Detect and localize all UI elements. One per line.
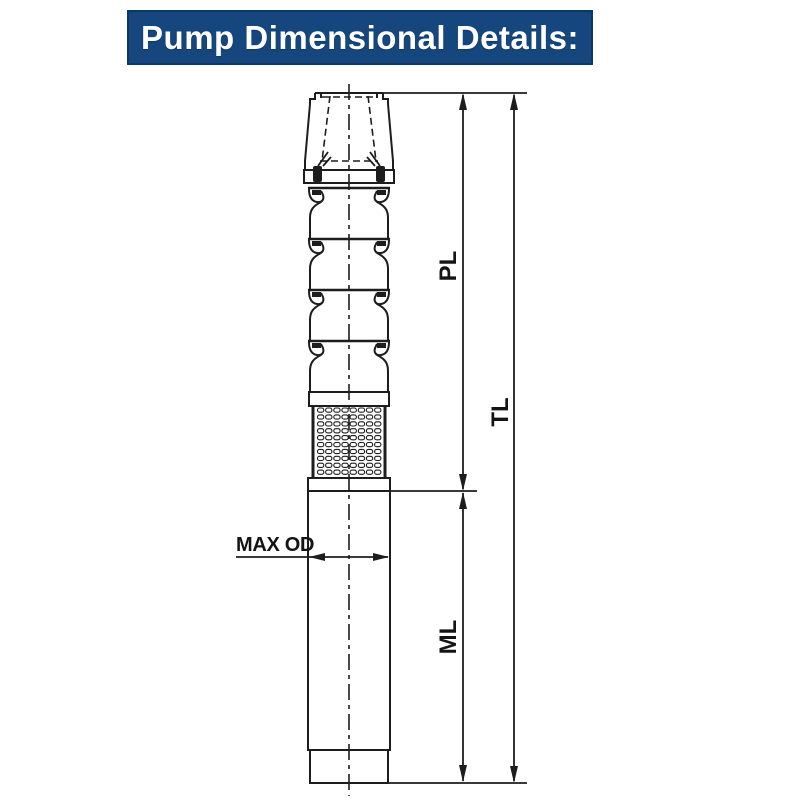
strainer-slot (342, 422, 348, 426)
strainer-slot (358, 422, 364, 426)
strainer-slot (358, 463, 364, 467)
strainer-slot (334, 470, 340, 474)
strainer-slot (375, 436, 381, 440)
strainer-slot (342, 408, 348, 412)
strainer-slot (342, 463, 348, 467)
strainer-slot (366, 429, 372, 433)
strainer-slot (334, 463, 340, 467)
clamp-bolt-right (376, 166, 385, 182)
strainer-slot (366, 408, 372, 412)
strainer-slot (366, 456, 372, 460)
strainer-slot (375, 429, 381, 433)
strainer-slot (366, 443, 372, 447)
strainer-slot (326, 456, 332, 460)
strainer-slot (366, 415, 372, 419)
strainer-slot (342, 443, 348, 447)
strainer-slot (375, 449, 381, 453)
strainer-slot (326, 422, 332, 426)
dim-label-tl: TL (487, 397, 514, 427)
dim-label-pl: PL (435, 250, 462, 282)
strainer-slot (375, 463, 381, 467)
strainer-slot (350, 436, 356, 440)
strainer-slot (342, 429, 348, 433)
strainer-slot (334, 408, 340, 412)
strainer-slot (334, 456, 340, 460)
dim-label-max-od: MAX OD (236, 534, 315, 556)
strainer-slot (318, 443, 324, 447)
dim-line-tl (487, 93, 518, 783)
dim-max-od (236, 534, 389, 561)
strainer-slot (318, 449, 324, 453)
strainer-slot (318, 463, 324, 467)
strainer-slot (375, 443, 381, 447)
strainer-slot (326, 408, 332, 412)
strainer-slot (350, 408, 356, 412)
dim-line-ml (435, 492, 467, 782)
strainer-slot (326, 429, 332, 433)
strainer-slot (366, 463, 372, 467)
strainer-slot (358, 408, 364, 412)
strainer-slot (334, 436, 340, 440)
strainer-slot (358, 443, 364, 447)
strainer-slot (342, 449, 348, 453)
strainer-slot (375, 415, 381, 419)
strainer-slot (334, 415, 340, 419)
strainer-slot (358, 470, 364, 474)
page-title: Pump Dimensional Details: (141, 18, 579, 56)
strainer-slot (366, 436, 372, 440)
clamp-bolt-left (313, 166, 322, 182)
strainer-slot (318, 436, 324, 440)
strainer-slot (342, 436, 348, 440)
strainer-slot (326, 415, 332, 419)
strainer-slot (375, 408, 381, 412)
strainer-slot (358, 436, 364, 440)
strainer-slot (318, 429, 324, 433)
dim-label-ml: ML (435, 619, 462, 655)
strainer-slot (334, 422, 340, 426)
strainer-slot (366, 449, 372, 453)
strainer-slot (366, 422, 372, 426)
pump-motor (308, 491, 390, 750)
strainer-slot (375, 470, 381, 474)
strainer-slot (326, 449, 332, 453)
strainer-slot (326, 443, 332, 447)
strainer-slot (334, 449, 340, 453)
strainer-slot (318, 470, 324, 474)
strainer-slot (350, 415, 356, 419)
strainer-slot (326, 470, 332, 474)
strainer-slot (326, 436, 332, 440)
strainer-slot (350, 463, 356, 467)
strainer-slot (318, 408, 324, 412)
strainer-slot (358, 415, 364, 419)
strainer-slot (342, 415, 348, 419)
strainer-slot (350, 456, 356, 460)
strainer-slot (350, 449, 356, 453)
strainer-slot (342, 470, 348, 474)
strainer-slot (358, 449, 364, 453)
strainer-slot (375, 456, 381, 460)
strainer-slot (318, 456, 324, 460)
strainer-slot (358, 429, 364, 433)
strainer-slot (318, 422, 324, 426)
strainer-slot (358, 456, 364, 460)
strainer-slot (350, 429, 356, 433)
strainer-slot (350, 470, 356, 474)
strainer-slot (334, 443, 340, 447)
strainer-slot (375, 422, 381, 426)
strainer-slot (366, 470, 372, 474)
strainer-slot (318, 415, 324, 419)
strainer-slot (350, 422, 356, 426)
dim-line-pl (435, 93, 467, 491)
strainer-slot (326, 463, 332, 467)
strainer-slot (334, 429, 340, 433)
strainer-slot (342, 456, 348, 460)
strainer-slot (350, 443, 356, 447)
extension-lines (383, 93, 527, 783)
